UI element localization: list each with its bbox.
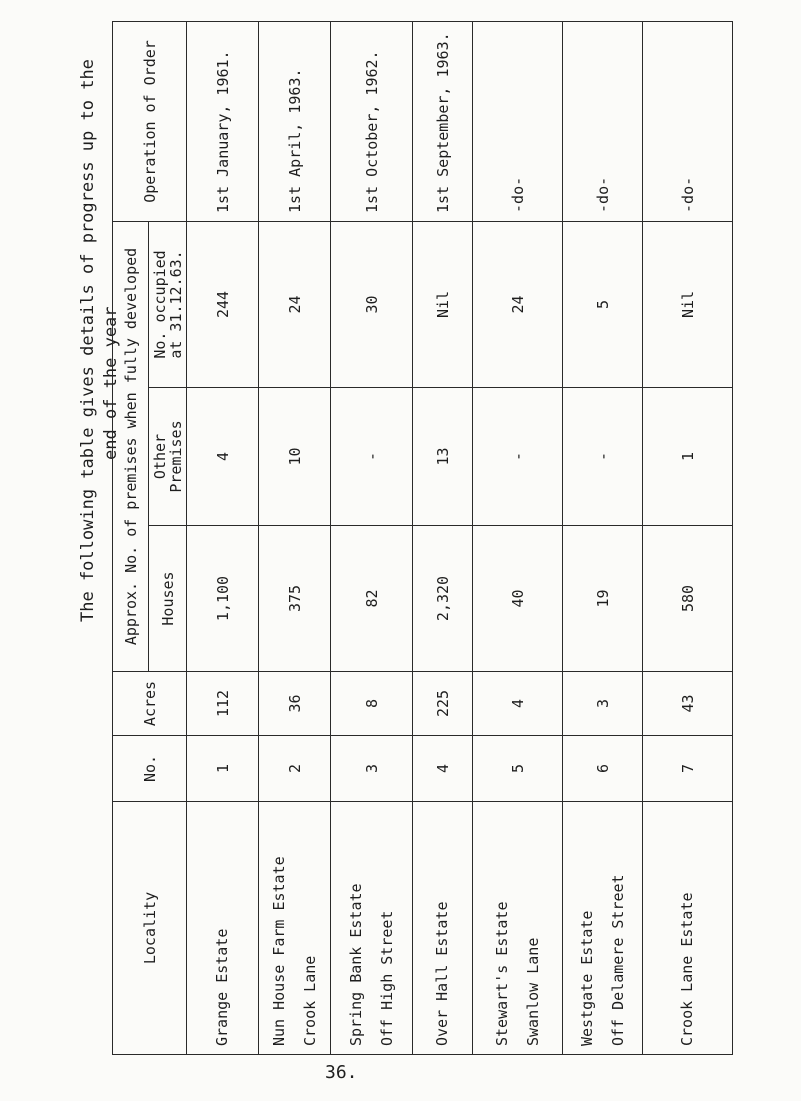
acres-cell: 4 <box>473 672 563 736</box>
occupied-cell: 244 <box>187 221 259 387</box>
locality-cell <box>259 802 331 1055</box>
no-cell: 1 <box>187 736 259 802</box>
locality-line: Stewart's Estate <box>492 901 511 1046</box>
locality-line: Off High Street <box>377 910 396 1046</box>
locality-line: Swanlow Lane <box>523 937 542 1046</box>
locality-line: Crook Lane Estate <box>678 892 696 1046</box>
operation-cell: 1st January, 1961. <box>187 21 259 221</box>
locality-line: Spring Bank Estate <box>346 883 365 1046</box>
occupied-cell: 30 <box>331 221 413 387</box>
occupied-cell: 24 <box>473 221 563 387</box>
other-premises-header-line-2: Premises <box>166 420 185 493</box>
approx-premises-header: Approx. No. of premises when fully developed <box>113 221 149 671</box>
no-cell: 5 <box>473 736 563 802</box>
table-row <box>563 21 643 1054</box>
no-header: No. <box>113 736 187 802</box>
houses-cell: 40 <box>473 526 563 672</box>
locality-cell <box>331 802 413 1055</box>
houses-cell: 375 <box>259 526 331 672</box>
no-cell: 2 <box>259 736 331 802</box>
other-premises-cell: - <box>473 388 563 526</box>
locality-line: Nun House Farm Estate <box>269 856 288 1046</box>
estates-table <box>112 21 733 1055</box>
locality-cell <box>413 802 473 1055</box>
table-row <box>187 21 259 1054</box>
operation-header: Operation of Order <box>113 21 187 221</box>
table-row <box>331 21 413 1054</box>
heading-line-1: The following table gives details of progress up to the <box>78 59 98 622</box>
houses-cell: 2,320 <box>413 526 473 672</box>
other-premises-cell: - <box>331 388 413 526</box>
occupied-cell: Nil <box>643 221 733 387</box>
table-row <box>413 21 473 1054</box>
occupied-header-line-2: at 31.12.63. <box>166 250 185 359</box>
locality-cell <box>563 802 643 1055</box>
no-cell: 4 <box>413 736 473 802</box>
acres-cell: 36 <box>259 672 331 736</box>
acres-cell: 8 <box>331 672 413 736</box>
locality-cell <box>187 802 259 1055</box>
locality-cell <box>473 802 563 1055</box>
table-row <box>473 21 563 1054</box>
locality-line: Grange Estate <box>213 928 231 1046</box>
acres-cell: 3 <box>563 672 643 736</box>
table-frame <box>112 22 697 1055</box>
locality-cell <box>643 802 733 1055</box>
acres-cell: 112 <box>187 672 259 736</box>
occupied-header <box>149 221 187 387</box>
other-premises-cell: 4 <box>187 388 259 526</box>
other-premises-cell: - <box>563 388 643 526</box>
houses-cell: 19 <box>563 526 643 672</box>
table-row <box>259 21 331 1054</box>
other-premises-header-line-1: Other <box>150 433 169 480</box>
houses-cell: 580 <box>643 526 733 672</box>
acres-cell: 225 <box>413 672 473 736</box>
locality-line: Westgate Estate <box>577 910 596 1046</box>
houses-cell: 1,100 <box>187 526 259 672</box>
occupied-cell: 24 <box>259 221 331 387</box>
page-number: 36. <box>325 1062 358 1083</box>
other-premises-cell: 13 <box>413 388 473 526</box>
no-cell: 3 <box>331 736 413 802</box>
no-cell: 6 <box>563 736 643 802</box>
occupied-cell: 5 <box>563 221 643 387</box>
locality-header: Locality <box>113 802 187 1055</box>
operation-cell: 1st October, 1962. <box>331 21 413 221</box>
acres-cell: 43 <box>643 672 733 736</box>
locality-line: Off Delamere Street <box>608 874 627 1046</box>
houses-header: Houses <box>149 526 187 672</box>
operation-cell: -do- <box>473 21 563 221</box>
occupied-header-line-1: No. occupied <box>150 250 169 359</box>
other-premises-header <box>149 388 187 526</box>
other-premises-cell: 1 <box>643 388 733 526</box>
locality-line: Over Hall Estate <box>433 901 451 1046</box>
acres-header: Acres <box>113 672 187 736</box>
heading-line-2: end of the year <box>101 306 121 460</box>
locality-line: Crook Lane <box>300 955 319 1046</box>
table-row <box>643 21 733 1054</box>
operation-cell: 1st September, 1963. <box>413 21 473 221</box>
operation-cell: -do- <box>643 21 733 221</box>
other-premises-cell: 10 <box>259 388 331 526</box>
occupied-cell: Nil <box>413 221 473 387</box>
houses-cell: 82 <box>331 526 413 672</box>
operation-cell: 1st April, 1963. <box>259 21 331 221</box>
operation-cell: -do- <box>563 21 643 221</box>
no-cell: 7 <box>643 736 733 802</box>
